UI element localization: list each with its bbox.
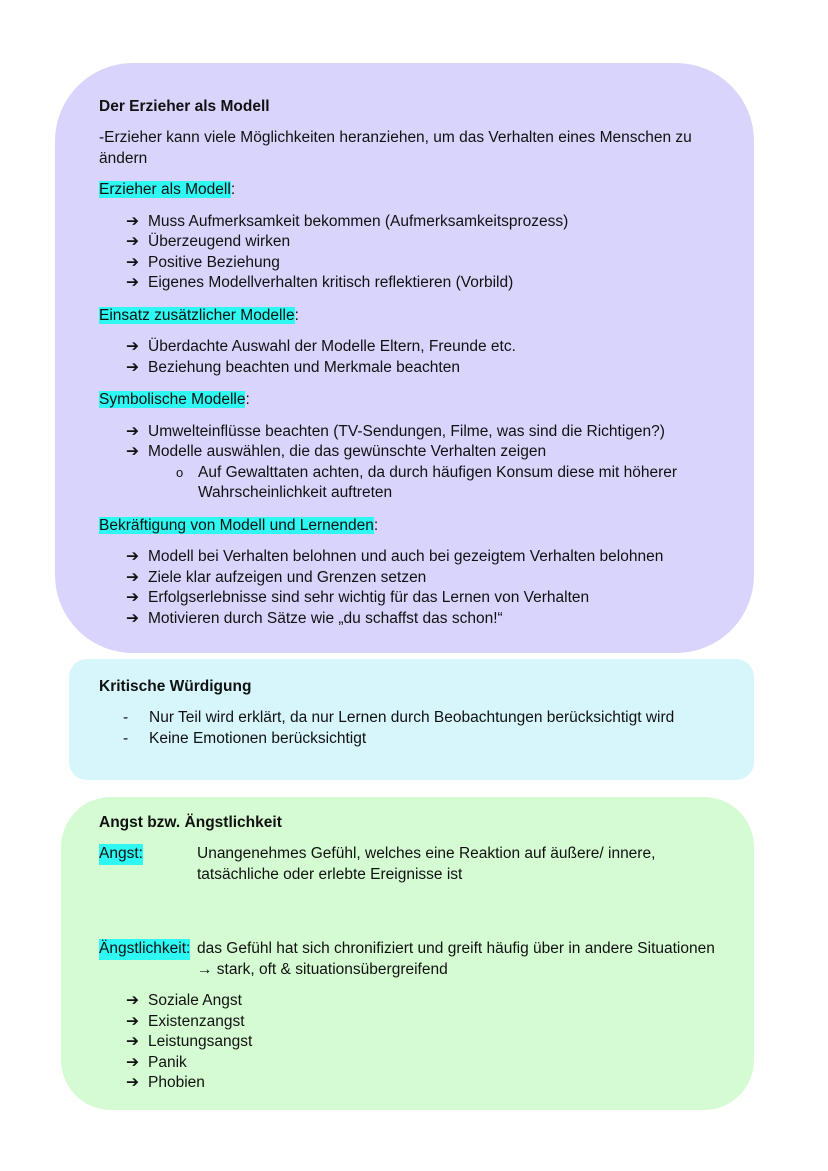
definition-aengstlichkeit	[99, 939, 718, 980]
arrow-right-icon: ➔	[126, 274, 139, 291]
dash-list	[99, 708, 718, 749]
list-item: ➔ Ziele klar aufzeigen und Grenzen setzen	[126, 568, 718, 589]
section-title: Kritische Würdigung	[99, 678, 252, 695]
list-item: ➔ Existenzangst	[126, 1012, 718, 1033]
arrow-right-icon: ➔	[126, 422, 139, 440]
section-angst	[61, 797, 754, 1110]
list-item: ➔ Phobien	[126, 1073, 718, 1094]
list-item: ➔ Leistungsangst	[126, 1032, 718, 1053]
arrow-right-icon: ➔	[126, 992, 139, 1009]
dash-bullet-icon: -	[123, 709, 129, 726]
definition-term: Angst:	[99, 844, 143, 865]
arrow-right-icon: ➔	[126, 1033, 139, 1050]
arrow-right-icon: ➔	[126, 212, 139, 230]
list-item: ➔ Positive Beziehung	[126, 253, 718, 274]
arrow-right-icon: ➔	[126, 1074, 139, 1091]
arrow-right-icon: ➔	[126, 1012, 139, 1030]
arrow-right-icon: ➔	[126, 358, 139, 376]
section-kritische-wuerdigung	[69, 659, 754, 780]
list-item: ➔ Soziale Angst	[126, 991, 718, 1012]
sub-list	[148, 463, 718, 504]
arrow-right-icon: ➔	[126, 609, 139, 627]
section-title: Der Erzieher als Modell	[99, 98, 270, 115]
definition-text: das Gefühl hat sich chronifiziert und greift häufig über in andere Situationen → stark, oft & situationsübergreifend	[197, 940, 715, 978]
list-item: ➔ Umwelteinflüsse beachten (TV-Sendungen, Filme, was sind die Richtigen?)	[126, 422, 718, 443]
arrow-right-icon: ➔	[126, 338, 139, 355]
group-heading-text: Symbolische Modelle	[99, 391, 246, 408]
arrow-right-icon: ➔	[126, 548, 139, 565]
definition-text: Unangenehmes Gefühl, welches eine Reaktion auf äußere/ innere, tatsächliche oder erlebte Ereignisse ist	[197, 845, 656, 883]
arrow-right-icon: ➔	[126, 589, 139, 606]
intro-text: -Erzieher kann viele Möglichkeiten heranziehen, um das Verhalten eines Menschen zu ändern	[99, 129, 692, 167]
list-item: ➔ Motivieren durch Sätze wie „du schaffst das schon!“	[126, 609, 718, 630]
dash-bullet-icon: -	[123, 729, 129, 747]
arrow-right-icon: ➔	[126, 233, 139, 250]
list-item: ➔ Erfolgserlebnisse sind sehr wichtig für das Lernen von Verhalten	[126, 588, 718, 609]
arrow-right-icon: ➔	[126, 568, 139, 586]
group-heading-text: Einsatz zusätzlicher Modelle	[99, 306, 295, 324]
bullet-list	[99, 422, 718, 504]
bullet-list	[99, 547, 718, 629]
list-item: - Keine Emotionen berücksichtigt	[123, 729, 718, 750]
group-heading: Bekräftigung von Modell und Lernenden:	[99, 516, 379, 534]
arrow-right-icon: ➔	[126, 253, 139, 271]
list-item: ➔ Panik	[126, 1053, 718, 1074]
list-item: ➔ Muss Aufmerksamkeit bekommen (Aufmerksamkeitsprozess)	[126, 212, 718, 233]
section-title: Angst bzw. Ängstlichkeit	[99, 814, 282, 831]
group-heading: Einsatz zusätzlicher Modelle:	[99, 306, 299, 324]
bullet-list	[99, 212, 718, 294]
sub-list-item: o Auf Gewalttaten achten, da durch häufigen Konsum diese mit höherer Wahrscheinlichkeit auftreten	[176, 463, 678, 501]
list-item: - Nur Teil wird erklärt, da nur Lernen durch Beobachtungen berücksichtigt wird	[123, 708, 718, 729]
definition-angst	[99, 844, 718, 885]
list-item: ➔ Überdachte Auswahl der Modelle Eltern, Freunde etc.	[126, 337, 718, 358]
list-item: ➔ Eigenes Modellverhalten kritisch reflektieren (Vorbild)	[126, 273, 718, 294]
arrow-right-icon: ➔	[126, 443, 139, 460]
group-heading: Symbolische Modelle:	[99, 391, 250, 408]
arrow-right-icon: ➔	[126, 1053, 139, 1071]
list-item: ➔ Überzeugend wirken	[126, 232, 718, 253]
bullet-list	[99, 991, 718, 1094]
list-item: ➔ Beziehung beachten und Merkmale beachten	[126, 358, 718, 379]
group-heading-text: Bekräftigung von Modell und Lernenden	[99, 516, 374, 534]
section-erzieher-als-modell	[55, 63, 754, 653]
list-item: ➔ Modelle auswählen, die das gewünschte Verhalten zeigen o Auf Gewalttaten achten, da durch häufigen Konsum diese mit höherer Wahrscheinlichkeit auftreten	[126, 442, 718, 504]
group-heading: Erzieher als Modell:	[99, 181, 236, 198]
circle-bullet-icon: o	[176, 464, 184, 480]
bullet-list	[99, 337, 718, 378]
list-item: ➔ Modell bei Verhalten belohnen und auch bei gezeigtem Verhalten belohnen	[126, 547, 718, 568]
spacer	[99, 896, 718, 939]
group-heading-text: Erzieher als Modell	[99, 181, 231, 198]
definition-term: Ängstlichkeit:	[99, 939, 190, 960]
